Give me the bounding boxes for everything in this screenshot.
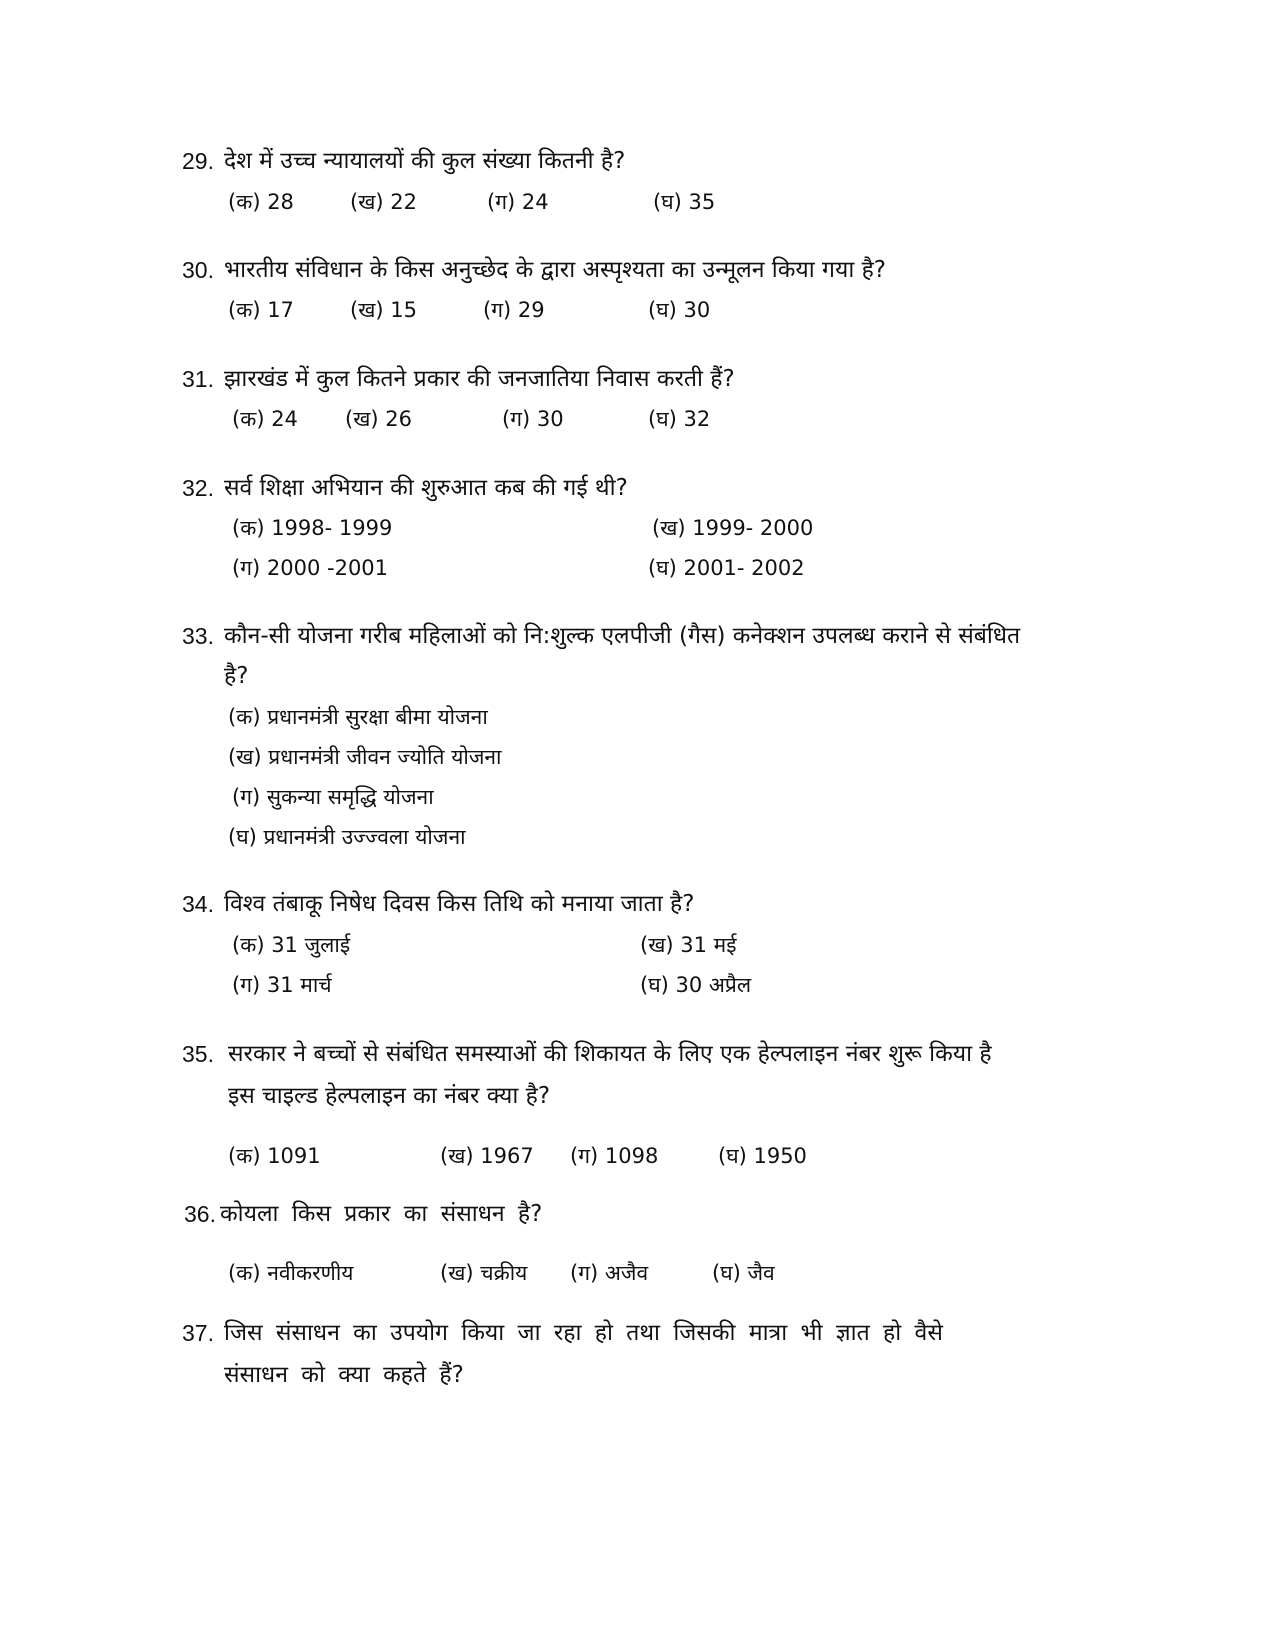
question-number: 34. — [182, 891, 214, 917]
option-d: (घ) 30 — [648, 298, 711, 322]
question-text-line-2: संसाधन को क्या कहते हैं? — [224, 1362, 464, 1388]
option-a: (क) 1998- 1999 — [232, 516, 393, 540]
option-d: (घ) प्रधानमंत्री उज्ज्वला योजना — [228, 825, 466, 849]
question-text-line-1: सरकार ने बच्चों से संबंधित समस्याओं की शिकायत के लिए एक हेल्पलाइन नंबर शुरू किया है — [228, 1041, 992, 1067]
option-d: (घ) 32 — [648, 407, 711, 431]
question-number: 32. — [182, 475, 214, 501]
question-number: 30. — [182, 257, 214, 283]
question-text-line-1: कौन-सी योजना गरीब महिलाओं को नि:शुल्क एलपीजी (गैस) कनेक्शन उपलब्ध कराने से संबंधित — [224, 623, 1021, 649]
option-d: (घ) 30 अप्रैल — [640, 973, 752, 997]
question-number: 36. — [184, 1201, 216, 1227]
question-number: 33. — [182, 623, 214, 649]
option-c: (ग) 24 — [487, 190, 549, 214]
option-d: (घ) 1950 — [718, 1144, 807, 1168]
question-text: विश्व तंबाकू निषेध दिवस किस तिथि को मनाया जाता है? — [224, 891, 695, 917]
question-text: झारखंड में कुल कितने प्रकार की जनजातिया निवास करती हैं? — [224, 366, 735, 392]
option-a: (क) 28 — [228, 190, 294, 214]
option-a: (क) 1091 — [228, 1144, 321, 1168]
option-b: (ख) 26 — [345, 407, 412, 431]
question-text: सर्व शिक्षा अभियान की शुरुआत कब की गई थी? — [224, 475, 628, 501]
option-b: (ख) 1999- 2000 — [652, 516, 814, 540]
option-a: (क) 31 जुलाई — [232, 933, 351, 957]
option-c: (ग) 31 मार्च — [232, 973, 332, 997]
option-b: (ख) चक्रीय — [440, 1261, 528, 1285]
question-text-line-2: है? — [224, 663, 249, 689]
option-c: (ग) 29 — [483, 298, 545, 322]
question-text-line-2: इस चाइल्ड हेल्पलाइन का नंबर क्या है? — [228, 1083, 551, 1109]
option-b: (ख) 22 — [350, 190, 417, 214]
option-a: (क) नवीकरणीय — [228, 1261, 354, 1285]
option-a: (क) 17 — [228, 298, 294, 322]
question-number: 35. — [182, 1041, 214, 1067]
question-text: देश में उच्च न्यायालयों की कुल संख्या कितनी है? — [224, 148, 626, 174]
question-text: भारतीय संविधान के किस अनुच्छेद के द्वारा अस्पृश्यता का उन्मूलन किया गया है? — [224, 257, 887, 283]
question-number: 31. — [182, 366, 214, 392]
question-text-line-1: जिस संसाधन का उपयोग किया जा रहा हो तथा जिसकी मात्रा भी ज्ञात हो वैसे — [224, 1320, 943, 1346]
option-a: (क) 24 — [232, 407, 298, 431]
option-c: (ग) सुकन्या समृद्धि योजना — [232, 785, 434, 809]
question-number: 29. — [182, 148, 214, 174]
option-c: (ग) 30 — [502, 407, 564, 431]
option-a: (क) प्रधानमंत्री सुरक्षा बीमा योजना — [228, 705, 488, 729]
option-c: (ग) 2000 -2001 — [232, 556, 389, 580]
option-b: (ख) प्रधानमंत्री जीवन ज्योति योजना — [228, 745, 502, 769]
question-number: 37. — [182, 1320, 214, 1346]
option-c: (ग) 1098 — [570, 1144, 659, 1168]
option-b: (ख) 31 मई — [640, 933, 737, 957]
option-d: (घ) 2001- 2002 — [648, 556, 805, 580]
option-b: (ख) 15 — [350, 298, 417, 322]
option-b: (ख) 1967 — [440, 1144, 534, 1168]
question-text: कोयला किस प्रकार का संसाधन है? — [220, 1201, 543, 1227]
option-d: (घ) जैव — [712, 1261, 775, 1285]
option-c: (ग) अजैव — [570, 1261, 649, 1285]
option-d: (घ) 35 — [653, 190, 716, 214]
